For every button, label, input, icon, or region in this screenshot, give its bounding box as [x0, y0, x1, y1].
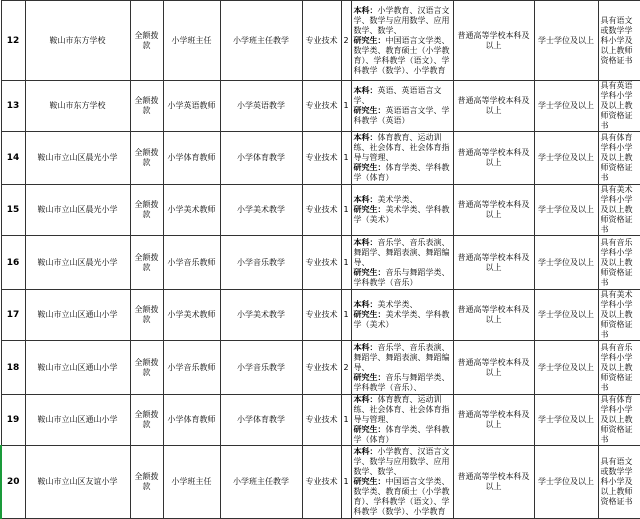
row-number: 15	[1, 185, 25, 236]
row-number: 19	[1, 395, 25, 446]
requirement-line	[354, 268, 452, 288]
requirement-majors: 体育教育、运动训练、社会体育、社会体育指导与管理、	[353, 395, 450, 424]
school-name: 鞍山市立山区通山小学	[25, 395, 130, 446]
row-number: 13	[1, 81, 25, 132]
degree-requirement: 学士学位及以上	[534, 81, 598, 132]
requirement-level: 本科：	[353, 195, 378, 204]
post-name: 小学班主任	[163, 446, 220, 519]
hire-count: 1	[341, 236, 351, 290]
funding-type: 全额拨款	[130, 290, 163, 341]
requirement-majors: 体育学类、学科教学（体育）	[353, 425, 450, 444]
requirement-level: 本科：	[353, 342, 378, 352]
other-requirement: 具有音乐学科小学及以上教师资格证书	[598, 341, 640, 395]
funding-type: 全额拨款	[130, 395, 163, 446]
other-requirement: 具有体育学科小学及以上教师资格证书	[598, 395, 640, 446]
requirement-majors: 体育教育、运动训练、社会体育、社会体育指导与管理、	[353, 133, 450, 162]
requirement-level: 本科：	[353, 300, 378, 309]
post-name: 小学音乐教师	[163, 236, 220, 290]
major-requirements	[351, 81, 453, 132]
requirement-majors: 音乐学、音乐表演、舞蹈学、舞蹈表演、舞蹈编导、	[353, 342, 450, 372]
requirement-majors: 美术学类、学科教学（美术）	[353, 310, 450, 329]
school-name: 鞍山市立山区友谊小学	[25, 446, 130, 519]
requirement-majors: 英语语言文学、学科教学（英语）	[353, 106, 450, 125]
school-name: 鞍山市东方学校	[25, 81, 130, 132]
funding-type: 全额拨款	[130, 446, 163, 519]
post-name: 小学英语教师	[163, 81, 220, 132]
requirement-line	[354, 133, 452, 163]
table-row	[1, 236, 640, 290]
hire-count: 2	[341, 341, 351, 395]
requirement-majors: 小学教育、汉语言文学、数学与应用数学、应用数学、数学、	[353, 5, 450, 35]
degree-requirement: 学士学位及以上	[534, 185, 598, 236]
requirement-majors: 中国语言文学类、数学类、教育硕士（小学教育）、学科教学（语文）、学科教学（数学）、小学教育	[353, 477, 450, 516]
teaching-subject: 小学体育教学	[220, 395, 302, 446]
major-requirements	[351, 290, 453, 341]
teaching-subject: 小学英语教学	[220, 81, 302, 132]
requirement-majors: 美术学类、	[377, 300, 418, 309]
table-row	[1, 132, 640, 185]
post-name: 小学美术教师	[163, 290, 220, 341]
requirement-level: 研究生：	[353, 372, 386, 382]
funding-type: 全额拨款	[130, 132, 163, 185]
requirement-majors: 美术学类、学科教学（美术）	[353, 205, 450, 224]
other-requirement: 具有美术学科小学及以上教师资格证书	[598, 185, 640, 236]
teaching-subject: 小学班主任教学	[220, 446, 302, 519]
post-category: 专业技术	[302, 81, 341, 132]
teaching-subject: 小学体育教学	[220, 132, 302, 185]
row-number: 12	[1, 1, 25, 81]
major-requirements	[351, 132, 453, 185]
requirement-line	[354, 36, 452, 76]
major-requirements	[351, 395, 453, 446]
school-name: 鞍山市立山区晨光小学	[25, 236, 130, 290]
row-number: 20	[1, 446, 25, 519]
teaching-subject: 小学音乐教学	[220, 341, 302, 395]
post-name: 小学体育教师	[163, 395, 220, 446]
degree-requirement: 学士学位及以上	[534, 132, 598, 185]
requirement-majors: 小学教育、汉语言文学、数学与应用数学、应用数学、数学、	[353, 447, 450, 476]
hire-count: 1	[341, 185, 351, 236]
hire-count: 1	[341, 290, 351, 341]
post-category: 专业技术	[302, 446, 341, 519]
post-category: 专业技术	[302, 395, 341, 446]
education-requirement: 普通高等学校本科及以上	[453, 185, 534, 236]
degree-requirement: 学士学位及以上	[534, 446, 598, 519]
funding-type: 全额拨款	[130, 81, 163, 132]
major-requirements	[351, 341, 453, 395]
requirement-line	[354, 163, 452, 183]
other-requirement: 具有英语学科小学及以上教师资格证书	[598, 81, 640, 132]
table-row	[1, 341, 640, 395]
education-requirement: 普通高等学校本科及以上	[453, 446, 534, 519]
requirement-level: 研究生：	[353, 163, 386, 172]
other-requirement: 具有美术学科小学及以上教师资格证书	[598, 290, 640, 341]
degree-requirement: 学士学位及以上	[534, 236, 598, 290]
education-requirement: 普通高等学校本科及以上	[453, 395, 534, 446]
degree-requirement: 学士学位及以上	[534, 1, 598, 81]
requirement-majors: 音乐与舞蹈学类、学科教学（音乐）	[353, 267, 450, 287]
row-number: 17	[1, 290, 25, 341]
requirement-level: 研究生：	[353, 310, 386, 319]
teaching-subject: 小学班主任教学	[220, 1, 302, 81]
teaching-subject: 小学音乐教学	[220, 236, 302, 290]
post-category: 专业技术	[302, 236, 341, 290]
education-requirement: 普通高等学校本科及以上	[453, 236, 534, 290]
teaching-subject: 小学美术教学	[220, 185, 302, 236]
hire-count: 1	[341, 446, 351, 519]
requirement-level: 研究生：	[353, 425, 386, 434]
requirement-level: 研究生：	[353, 106, 386, 115]
funding-type: 全额拨款	[130, 236, 163, 290]
requirement-line	[354, 373, 452, 393]
requirement-line	[354, 300, 452, 310]
requirement-line	[354, 86, 452, 106]
requirement-level: 本科：	[353, 395, 378, 404]
post-category: 专业技术	[302, 185, 341, 236]
degree-requirement: 学士学位及以上	[534, 341, 598, 395]
school-name: 鞍山市立山区通山小学	[25, 290, 130, 341]
requirement-majors: 英语、英语语言文学、	[353, 86, 442, 105]
requirement-line	[354, 477, 452, 517]
other-requirement: 具有体育学科小学及以上教师资格证书	[598, 132, 640, 185]
table-row	[1, 446, 640, 519]
requirement-line	[354, 425, 452, 445]
school-name: 鞍山市东方学校	[25, 1, 130, 81]
hire-count: 1	[341, 395, 351, 446]
education-requirement: 普通高等学校本科及以上	[453, 132, 534, 185]
education-requirement: 普通高等学校本科及以上	[453, 1, 534, 81]
hire-count: 1	[341, 81, 351, 132]
funding-type: 全额拨款	[130, 341, 163, 395]
requirement-line	[354, 6, 452, 36]
education-requirement: 普通高等学校本科及以上	[453, 81, 534, 132]
requirement-line	[354, 310, 452, 330]
major-requirements	[351, 446, 453, 519]
teaching-subject: 小学美术教学	[220, 290, 302, 341]
degree-requirement: 学士学位及以上	[534, 290, 598, 341]
funding-type: 全额拨款	[130, 185, 163, 236]
requirement-level: 研究生：	[353, 477, 386, 486]
requirement-line	[354, 205, 452, 225]
requirement-level: 本科：	[353, 86, 378, 95]
education-requirement: 普通高等学校本科及以上	[453, 341, 534, 395]
requirement-level: 本科：	[353, 237, 378, 247]
major-requirements	[351, 236, 453, 290]
requirement-line	[354, 106, 452, 126]
requirement-level: 本科：	[353, 133, 378, 142]
requirement-majors: 体育学类、学科教学（体育）	[353, 163, 450, 182]
row-number: 18	[1, 341, 25, 395]
funding-type: 全额拨款	[130, 1, 163, 81]
post-name: 小学班主任	[163, 1, 220, 81]
requirement-majors: 音乐与舞蹈学类、学科教学（音乐）、	[353, 372, 450, 392]
requirement-level: 研究生：	[353, 267, 386, 277]
requirement-level: 研究生：	[353, 35, 386, 45]
post-category: 专业技术	[302, 132, 341, 185]
table-row	[1, 290, 640, 341]
table-row	[1, 1, 640, 81]
other-requirement: 具有语文或数学学科小学及以上教师资格证书	[598, 446, 640, 519]
requirement-line	[354, 195, 452, 205]
post-category: 专业技术	[302, 290, 341, 341]
other-requirement: 具有音乐学科小学及以上教师资格证书	[598, 236, 640, 290]
hire-count: 2	[341, 1, 351, 81]
table-row	[1, 185, 640, 236]
post-name: 小学音乐教师	[163, 341, 220, 395]
school-name: 鞍山市立山区晨光小学	[25, 185, 130, 236]
requirement-line	[354, 343, 452, 373]
requirement-level: 本科：	[353, 5, 378, 15]
degree-requirement: 学士学位及以上	[534, 395, 598, 446]
requirement-level: 研究生：	[353, 205, 386, 214]
post-name: 小学美术教师	[163, 185, 220, 236]
post-name: 小学体育教师	[163, 132, 220, 185]
hire-count: 1	[341, 132, 351, 185]
post-category: 专业技术	[302, 341, 341, 395]
post-category: 专业技术	[302, 1, 341, 81]
requirement-line	[354, 238, 452, 268]
major-requirements	[351, 1, 453, 81]
other-requirement: 具有语文或数学学科小学及以上教师资格证书	[598, 1, 640, 81]
requirement-line	[354, 395, 452, 425]
row-number: 16	[1, 236, 25, 290]
row-number: 14	[1, 132, 25, 185]
school-name: 鞍山市立山区晨光小学	[25, 132, 130, 185]
requirement-majors: 音乐学、音乐表演、舞蹈学、舞蹈表演、舞蹈编导、	[353, 237, 450, 267]
major-requirements	[351, 185, 453, 236]
requirement-majors: 美术学类、	[377, 195, 418, 204]
requirement-line	[354, 447, 452, 477]
requirement-level: 本科：	[353, 447, 378, 456]
education-requirement: 普通高等学校本科及以上	[453, 290, 534, 341]
table-row	[1, 395, 640, 446]
school-name: 鞍山市立山区通山小学	[25, 341, 130, 395]
table-row	[1, 81, 640, 132]
requirement-majors: 中国语言文学类、数学类、教育硕士（小学教育）、学科教学（语文）、学科教学（数学）、小学教育	[353, 35, 450, 75]
